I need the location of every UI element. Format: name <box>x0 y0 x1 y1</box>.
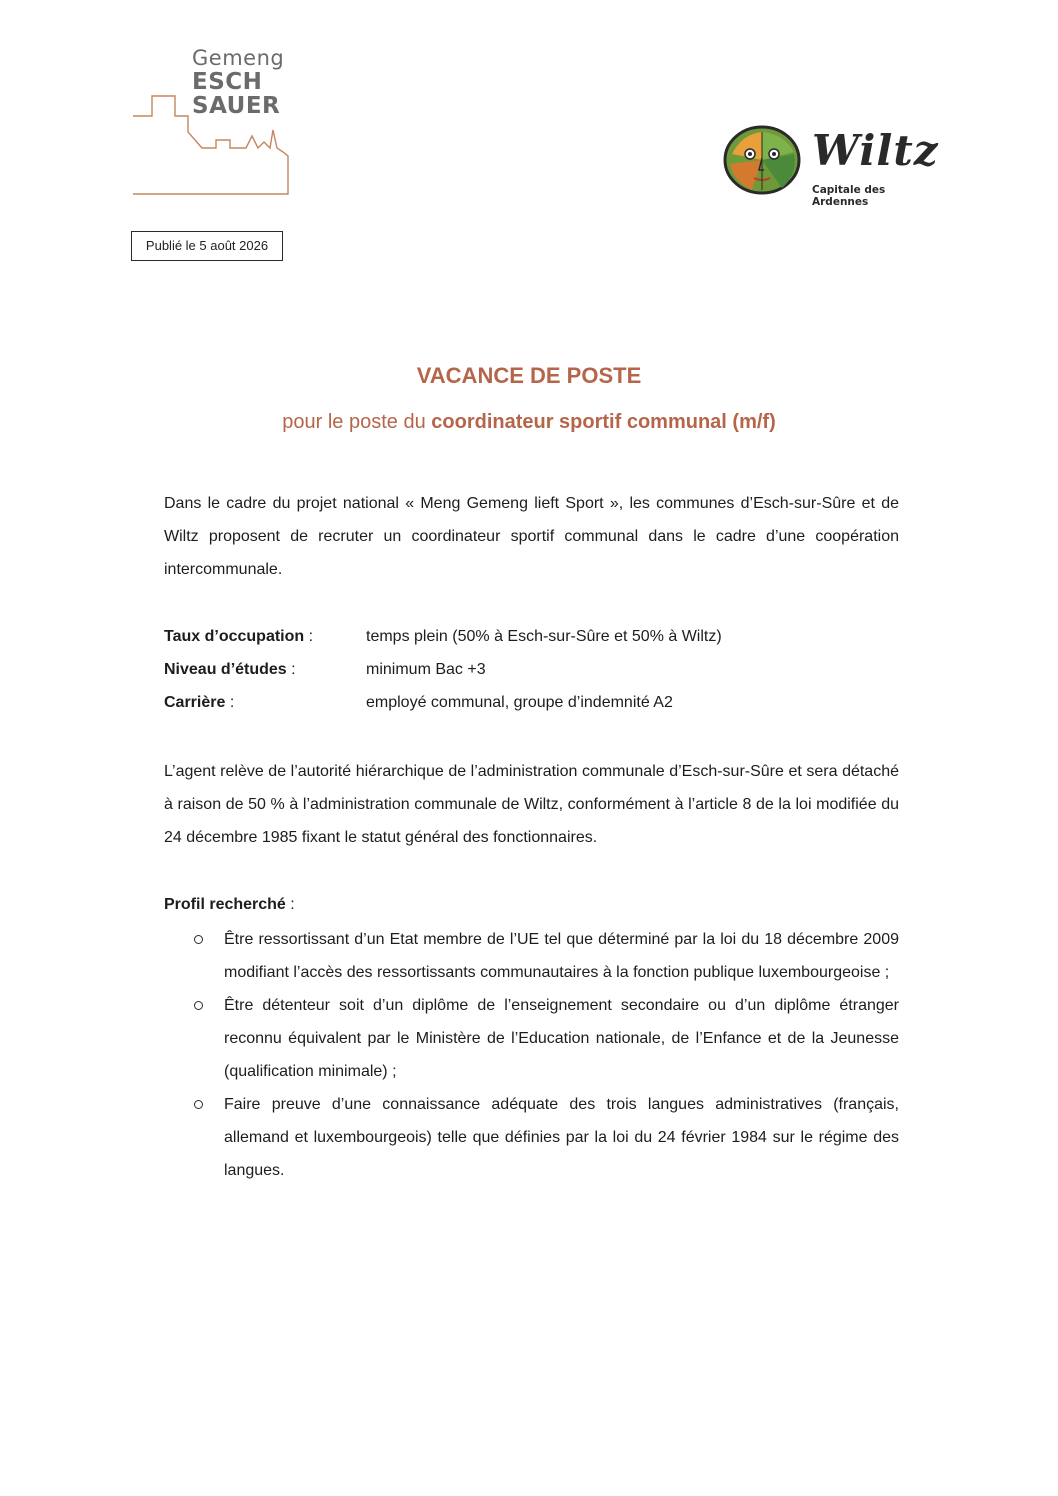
circle-bullet-icon <box>194 1001 203 1010</box>
list-item <box>164 923 899 989</box>
profile-heading: Profil recherché : <box>164 896 295 913</box>
list-item-text: Être ressortissant d’un Etat membre de l’UE tel que déterminé par la loi du 18 décembre 2009 modifiant l’accès des ressortissants communautaires à la fonction publique luxembourgeoise ; <box>224 931 899 981</box>
subtitle-prefix: pour le poste du <box>282 411 432 433</box>
circle-bullet-icon <box>194 935 203 944</box>
wiltz-tagline: Capitale des Ardennes <box>812 184 886 208</box>
wiltz-logo <box>722 124 939 208</box>
list-item-text: Être détenteur soit d’un diplôme de l’enseignement secondaire ou d’un diplôme étranger reconnu équivalent par le Ministère de l’Education nationale, de l’Enfance et de la Jeunesse (qualification minimale) ; <box>224 997 899 1080</box>
circle-bullet-icon <box>194 1100 203 1109</box>
wiltz-face-emblem-icon <box>722 124 810 196</box>
agent-paragraph: L’agent relève de l’autorité hiérarchique de l’administration communale d’Esch-sur-Sûre et sera détaché à raison de 50 % à l’administration communale de Wiltz, conformément à l’article 8 de la loi modifiée du 24 décembre 1985 fixant le statut général des fonctionnaires. <box>164 763 899 846</box>
logo-esch-line1: Gemeng <box>192 46 285 70</box>
wiltz-wordmark: Wiltz <box>812 126 939 175</box>
publication-date-badge: Publié le 5 août 2026 <box>131 231 283 261</box>
document-title: VACANCE DE POSTE <box>416 363 642 388</box>
fact-value: minimum Bac +3 <box>366 661 486 678</box>
fact-row-occupation <box>164 620 899 653</box>
fact-row-career <box>164 686 899 719</box>
list-item <box>164 1088 899 1187</box>
intro-paragraph: Dans le cadre du projet national « Meng Gemeng lieft Sport », les communes d’Esch-sur-Sûre et de Wiltz proposent de recruter un coordinateur sportif communal dans le cadre d’une coopération intercommunale. <box>164 495 899 578</box>
fact-label: Niveau d’études : <box>164 661 296 678</box>
fact-value: temps plein (50% à Esch-sur-Sûre et 50% à Wiltz) <box>366 628 722 645</box>
list-item-text: Faire preuve d’une connaissance adéquate des trois langues administratives (français, allemand et luxembourgeois) telle que définies par la loi du 24 février 1984 sur le régime des langues. <box>224 1096 899 1179</box>
document-subtitle <box>0 411 1058 434</box>
fact-value: employé communal, groupe d’indemnité A2 <box>366 694 673 711</box>
esch-sauer-logo <box>130 44 295 199</box>
list-item <box>164 989 899 1088</box>
fact-row-education <box>164 653 899 686</box>
subtitle-role: coordinateur sportif communal (m/f) <box>431 411 776 433</box>
profile-requirements-list <box>164 923 899 1187</box>
logo-esch-line3: SAUER <box>192 93 281 119</box>
job-facts <box>164 620 899 719</box>
fact-label: Carrière : <box>164 694 235 711</box>
fact-label: Taux d’occupation : <box>164 628 314 645</box>
logo-esch-line2: ESCH <box>192 69 263 95</box>
